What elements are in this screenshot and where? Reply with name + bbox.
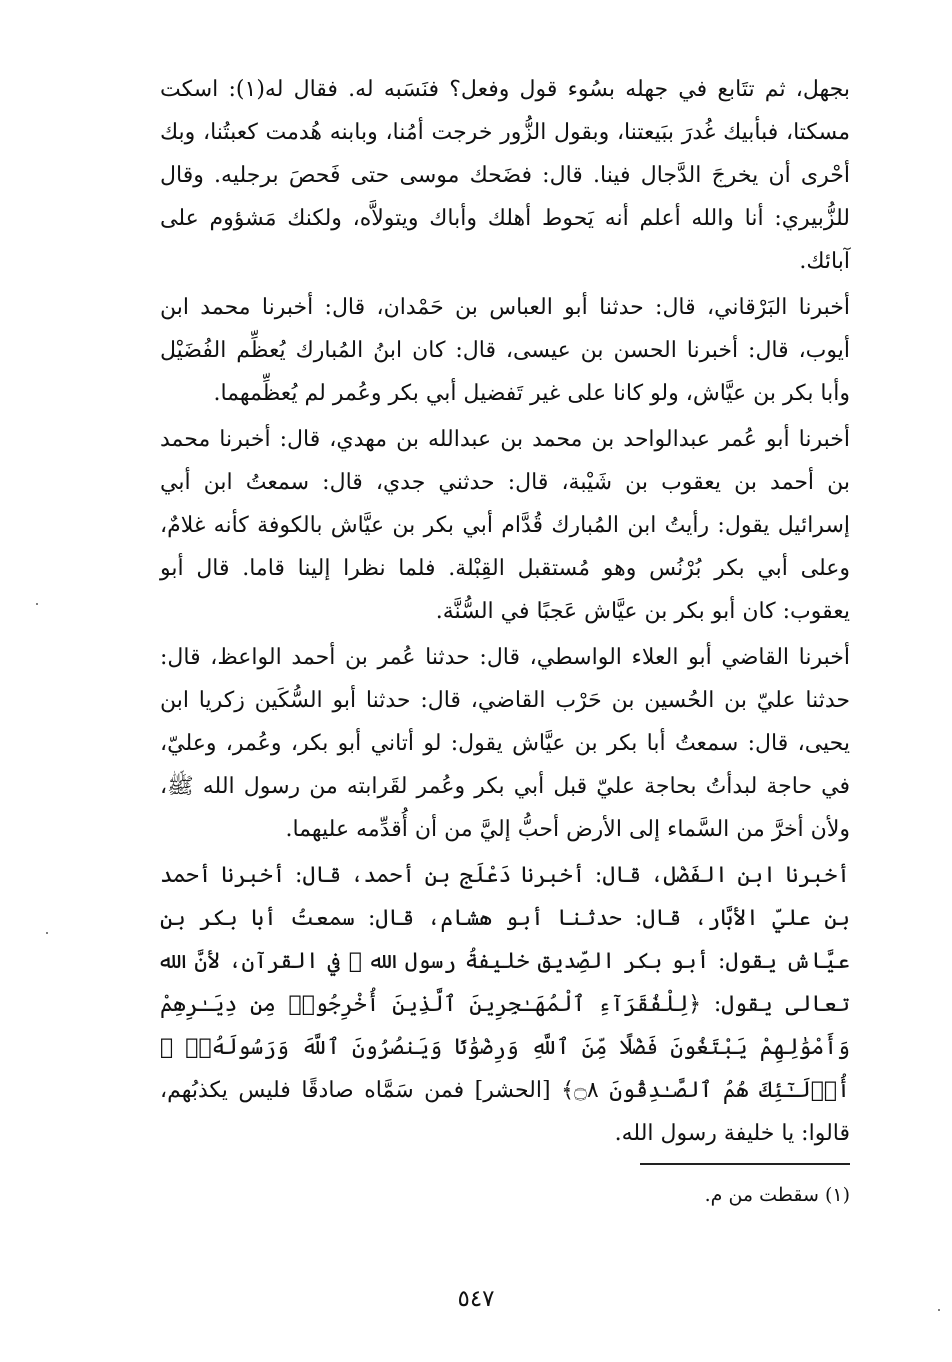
page-number: ٥٤٧ [457, 1286, 495, 1312]
footnote-divider [640, 1163, 850, 1165]
paragraph-3: أخبرنا أبو عُمر عبدالواحد بن محمد بن عبدالله بن مهدي، قال: أخبرنا محمد بن أحمد بن يعقوب بن شَيْبة، قال: حدثني جدي، قال: سمعتُ ابن أبي إسرائيل يقول: رأيتُ ابن المُبارك قُدَّام أبي بكر بن عيَّاش بالكوفة كأنه غلامٌ، وعلى أبي بكر بُرْنُس وهو مُستقبل القِبْلة. فلما نظرا إلينا قاما. قال أبو يعقوب: كان أبو بكر بن عيَّاش عَجبًا في السُّنَّة. [160, 427, 850, 624]
paragraph-5: أخبرنا ابن الفَضْل، قال: أخبرنا دَعْلَج بن أحمد، قال: أخبرنا أحمد بن عليّ الأبَّار، قال: حدثنا أبو هشام، قال: سمعتُ أبا بكر بن عيَّاش يقول: أبو بكر الصِّديق خليفةُ رسول الله ﷺ في القرآن، لأنَّ الله تعالى يقول: ﴿لِلْفُقَرَآءِ ٱلْمُهَـٰجِرِينَ ٱلَّذِينَ أُخْرِجُوا۟ مِن دِيَـٰرِهِمْ وَأَمْوَٰلِهِمْ يَبْتَغُونَ فَضْلًا مِّنَ ٱللَّهِ وَرِضْوَٰنًا وَيَنصُرُونَ ٱللَّهَ وَرَسُولَهُۥٓ ۚ أُو۟لَـٰٓئِكَ هُمُ ٱلصَّـٰدِقُونَ ۝٨﴾ [الحشر] فمن سَمَّاه صادقًا فليس يكذبُهم، قالوا: يا خليفة رسول الله. [160, 863, 850, 1146]
paragraph-2: أخبرنا البَرْقاني، قال: حدثنا أبو العباس بن حَمْدان، قال: أخبرنا محمد ابن أيوب، قال: أخبرنا الحسن بن عيسى، قال: كان ابنُ المُبارك يُعظِّم الفُضَيْل وأبا بكر بن عيَّاش، ولو كانا على غير تَفضيل أبي بكر وعُمر لم يُعظِّمهما. [160, 295, 850, 406]
main-text [160, 68, 850, 1158]
scan-speck [938, 1309, 940, 1311]
paragraph-1: بجهل، ثم تتَابع في جهله بسُوء قول وفعل؟ فنَسَبه له. فقال له(١): اسكت مسكتا، فبأبيك غُدرَ ببَيعتنا، وبقول الزُّور خرجت أمُنا، وبابنه هُدمت كعبتُنا، وبك أحْرى أن يخرجَ الدَّجال فينا. قال: فضَحك موسى حتى فَحصَ برجليه. وقال للزُّبيري: أنا والله أعلم أنه يَحوط أهلك وأباك ويتولاَّه، ولكنك مَشؤوم على آبائك. [160, 77, 850, 274]
scan-speck [46, 932, 48, 934]
scan-speck [36, 603, 38, 605]
footnote: (١) سقطت من م. [704, 1184, 850, 1206]
paragraph-4: أخبرنا القاضي أبو العلاء الواسطي، قال: حدثنا عُمر بن أحمد الواعظ، قال: حدثنا عليّ بن الحُسين بن حَرْب القاضي، قال: حدثنا أبو السُّكَين زكريا ابن يحيى، قال: سمعتُ أبا بكر بن عيَّاش يقول: لو أتاني أبو بكر، وعُمر، وعليّ، في حاجة لبدأتُ بحاجة عليّ قبل أبي بكر وعُمر لقَرابته من رسول الله ﷺ، ولأن أخرَّ من السَّماء إلى الأرض أحبُّ إليَّ من أن أُقدِّمه عليهما. [160, 645, 850, 842]
